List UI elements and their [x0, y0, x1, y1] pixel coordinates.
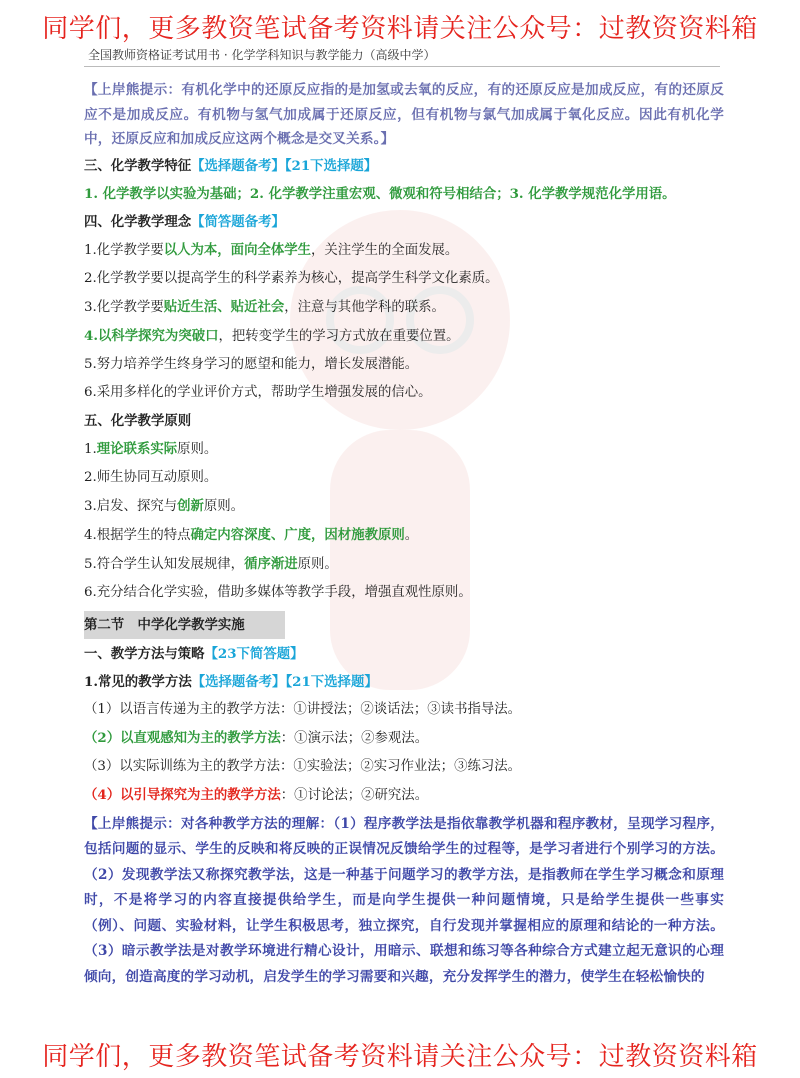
principle-item-2: 2.师生协同互动原则。 [84, 469, 218, 485]
tip-note-2: 【上岸熊提示：对各种教学方法的理解：（1）程序教学法是指依靠教学机器和程序教材，呈现学习程序，包括问题的显示、学生的反映和将反映的正误情况反馈给学生的过程等，是学习者进行个别学习的方法。（2）发现教学法又称探究教学法，这是一种基于问题学习的教学方法，是指教师在学生学习概念和原理时，不是将学习的内容直接提供给学生，而是向学生提供一种问题情境，只是给学生提供一些事实（例）、问题、实验材料，让学生积极思考，独立探究，自行发现并掌握相应的原理和结论的一种方法。（3）暗示教学法是对教学环境进行精心设计，用暗示、联想和练习等各种综合方式建立起无意识的心理倾向，创造高度的学习动机，启发学生的学习需要和兴趣，充分发挥学生的潜力，使学生在轻松愉快的 [84, 815, 724, 985]
concept-item-3: 3.化学教学要贴近生活、贴近社会，注意与其他学科的联系。 [84, 298, 445, 315]
principle-item-3: 3.启发、探究与创新原则。 [84, 497, 245, 514]
promo-banner-top: 同学们，更多教资笔试备考资料请关注公众号：过教资资料箱 [42, 14, 758, 44]
concept-item-2: 2.化学教学要以提高学生的科学素养为核心，提高学生科学文化素质。 [84, 270, 499, 286]
method-item-1: （1）以语言传递为主的教学方法：①讲授法；②谈话法；③读书指导法。 [84, 701, 522, 717]
book-subheader: 全国教师资格证考试用书 · 化学学科知识与教学能力（高级中学） [88, 48, 436, 62]
principle-item-6: 6.充分结合化学实验，借助多媒体等教学手段，增强直观性原则。 [84, 584, 472, 600]
features-line: 1. 化学教学以实验为基础；2. 化学教学注重宏观、微观和符号相结合；3. 化学教学规范化学用语。 [84, 185, 676, 202]
section-2-heading-row [84, 611, 724, 640]
principle-item-4: 4.根据学生的特点确定内容深度、广度，因材施教原则。 [84, 526, 419, 543]
section-heading-principles: 五、化学教学原则 [84, 412, 192, 429]
principle-item-1: 1.理论联系实际原则。 [84, 440, 218, 457]
header-divider [84, 66, 720, 67]
methods-heading: 一、教学方法与策略【23下简答题】 [84, 645, 304, 662]
section-heading-concepts: 四、化学教学理念【简答题备考】 [84, 213, 285, 230]
concept-item-1: 1.化学教学要以人为本，面向全体学生，关注学生的全面发展。 [84, 241, 459, 258]
concept-item-4: 4.以科学探究为突破口，把转变学生的学习方式放在重要位置。 [84, 327, 460, 344]
tip-note-1: 【上岸熊提示：有机化学中的还原反应指的是加氢或去氧的反应，有的还原反应是加成反应，有的还原反应不是加成反应。有机物与氢气加成属于还原反应，但有机物与氯气加成属于氧化反应。因此有机化学中，还原反应和加成反应这两个概念是交叉关系。】 [84, 82, 725, 147]
method-item-4: （4）以引导探究为主的教学方法：①讨论法；②研究法。 [84, 786, 429, 803]
concept-item-5: 5.努力培养学生终身学习的愿望和能力，增长发展潜能。 [84, 356, 419, 372]
methods-subheading: 1.常见的教学方法【选择题备考】【21下选择题】 [84, 673, 378, 690]
promo-banner-bottom: 同学们，更多教资笔试备考资料请关注公众号：过教资资料箱 [42, 1042, 758, 1072]
method-item-3: （3）以实际训练为主的教学方法：①实验法；②实习作业法；③练习法。 [84, 758, 522, 774]
section-2-heading: 第二节 中学化学教学实施 [84, 611, 285, 639]
method-item-2: （2）以直观感知为主的教学方法：①演示法；②参观法。 [84, 729, 429, 746]
section-heading-features: 三、化学教学特征【选择题备考】【21下选择题】 [84, 157, 378, 174]
page-content [84, 78, 724, 990]
concept-item-6: 6.采用多样化的学业评价方式，帮助学生增强发展的信心。 [84, 384, 432, 400]
principle-item-5: 5.符合学生认知发展规律，循序渐进原则。 [84, 555, 338, 572]
